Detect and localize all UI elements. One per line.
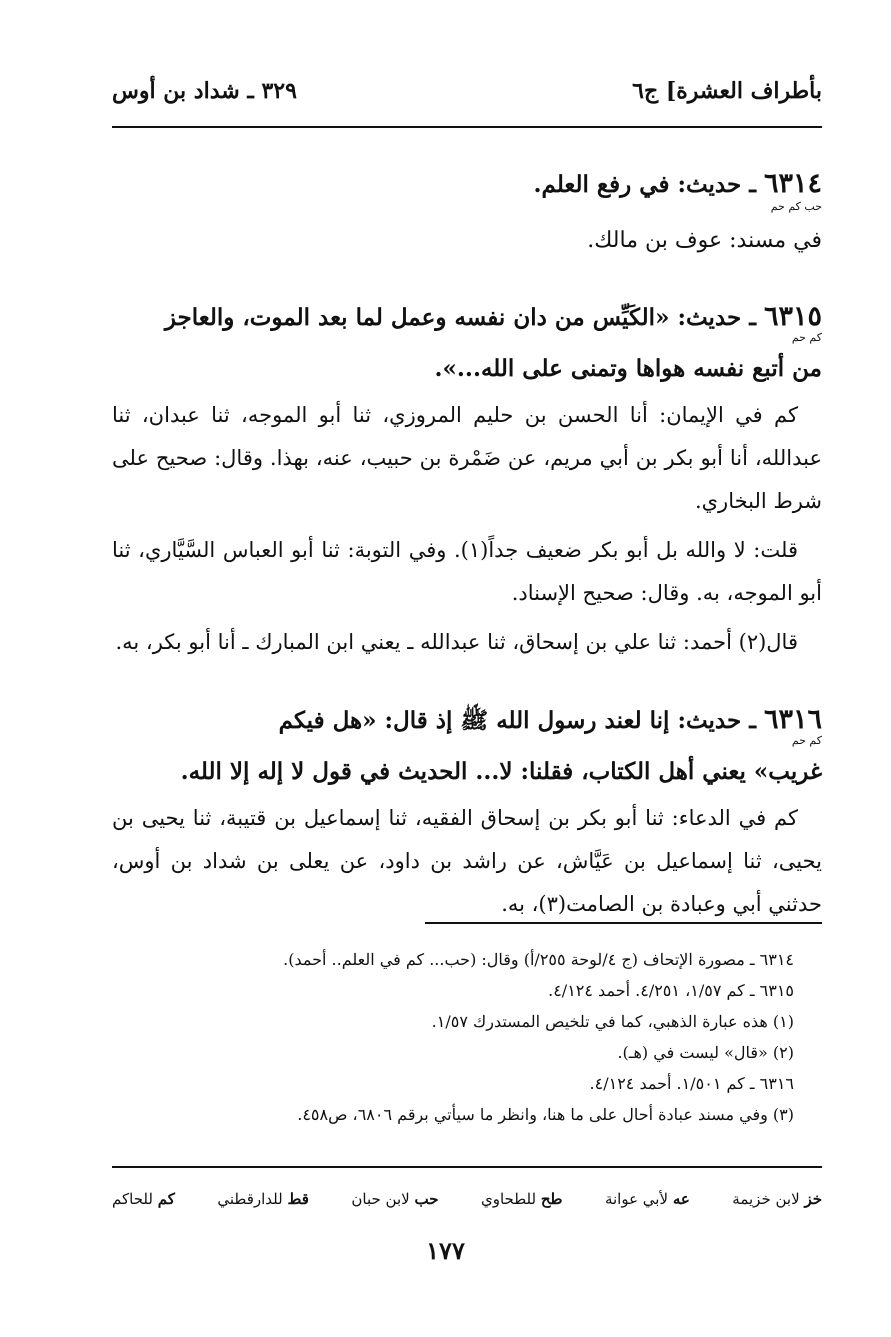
main-text (112, 160, 822, 958)
running-head-narrator: ٣٢٩ ـ شداد بن أوس (112, 78, 297, 104)
legend-divider (112, 1166, 822, 1168)
legend-item (112, 1186, 175, 1212)
source-sigla: حب كم حم (770, 200, 822, 213)
entry-heading (112, 293, 822, 342)
source-sigla: كم حم (791, 734, 822, 747)
legend-code: عه (672, 1190, 690, 1208)
legend-code: خز (804, 1190, 822, 1208)
entry-musnad: في مسند: عوف بن مالك. (587, 228, 822, 253)
legend-code: كم (157, 1190, 175, 1208)
hadith-entry-6315 (112, 293, 822, 664)
source-sigla: كم حم (791, 331, 822, 344)
footnote-line: ٦٣١٦ ـ كم ١/٥٠١. أحمد ٤/١٢٤. (589, 1074, 794, 1093)
chain-paragraph: قال(٢) أحمد: ثنا علي بن إسحاق، ثنا عبدالله ـ يعني ابن المبارك ـ أنا أبو بكر، به. (115, 630, 798, 654)
entry-title-continued: غريب» يعني أهل الكتاب، فقلنا: لا... الحديث في قول لا إله إلا الله. (180, 758, 822, 785)
footnote-line: (٢) «قال» ليست في (هـ). (617, 1043, 794, 1062)
legend-item (217, 1186, 309, 1212)
sigla-legend (112, 1186, 822, 1212)
chain-paragraph: قلت: لا والله بل أبو بكر ضعيف جداً(١). وفي التوبة: ثنا أبو العباس السَّيَّاري، ثنا أبو الموجه، به. وقال: صحيح الإسناد. (112, 538, 822, 605)
legend-label: لابن خزيمة (732, 1190, 800, 1208)
entry-heading (112, 696, 822, 745)
chain-paragraph: كم في الدعاء: ثنا أبو بكر بن إسحاق الفقيه، ثنا إسماعيل بن قتيبة، ثنا يحيى بن يحيى، ثنا إسماعيل بن عَيَّاش، عن راشد بن داود، عن يعلى بن شداد بن أوس، حدثني أبي وعبادة بن الصامت(٣)، به. (112, 806, 822, 916)
legend-label: للحاكم (112, 1190, 153, 1208)
hadith-entry-6314 (112, 160, 822, 261)
chain-paragraph: كم في الإيمان: أنا الحسن بن حليم المروزي، ثنا أبو الموجه، ثنا عبدان، ثنا عبدالله، أنا أبو بكر بن أبي مريم، عن ضَمْرة بن حبيب، عنه، بهذا. وقال: صحيح على شرط البخاري. (112, 403, 822, 513)
footnote-line: (١) هذه عبارة الذهبي، كما في تلخيص المستدرك ١/٥٧. (431, 1012, 794, 1031)
footnote-line: (٣) وفي مسند عبادة أحال على ما هنا، وانظر ما سيأتي برقم ٦٨٠٦، ص٤٥٨. (297, 1105, 794, 1124)
legend-item (732, 1186, 822, 1212)
legend-label: للدارقطني (217, 1190, 283, 1208)
entry-title-continued: من أتبع نفسه هواها وتمنى على الله...». (434, 355, 822, 382)
sigla-row (112, 734, 822, 753)
entry-title: ـ حديث: إنا لعند رسول الله ﷺ إذ قال: «هل فيكم (278, 707, 756, 734)
footnote-divider (425, 922, 822, 924)
entry-number: ٦٣١٥ (763, 301, 822, 332)
entry-title: ـ حديث: «الكَيِّس من دان نفسه وعمل لما بعد الموت، والعاجز (164, 304, 756, 331)
hadith-entry-6316 (112, 696, 822, 926)
footnote-line: ٦٣١٥ ـ كم ١/٥٧، ٤/٢٥١. أحمد ٤/١٢٤. (548, 981, 794, 1000)
legend-item (481, 1186, 562, 1212)
running-head (112, 78, 822, 108)
legend-code: طح (540, 1190, 563, 1208)
entry-number: ٦٣١٦ (763, 704, 822, 735)
legend-label: لأبي عوانة (604, 1190, 669, 1208)
footnotes (112, 944, 794, 1130)
page-number: ١٧٧ (426, 1236, 465, 1265)
entry-number: ٦٣١٤ (763, 168, 822, 199)
legend-label: للطحاوي (480, 1190, 537, 1208)
entry-heading (112, 160, 822, 209)
legend-code: حب (414, 1190, 439, 1208)
legend-item (605, 1186, 690, 1212)
entry-title: ـ حديث: في رفع العلم. (533, 171, 756, 198)
sigla-row (112, 331, 822, 350)
footnote-line: ٦٣١٤ ـ مصورة الإتحاف (ج ٤/لوحة ٢٥٥/أ) وقال: (حب... كم في العلم.. أحمد). (283, 950, 794, 969)
running-head-volume: بأطراف العشرة] ج٦ (632, 78, 822, 104)
header-divider (112, 126, 822, 128)
legend-label: لابن حبان (351, 1190, 410, 1208)
legend-item (351, 1186, 438, 1212)
sigla-row (112, 200, 822, 221)
legend-code: قط (287, 1190, 309, 1208)
